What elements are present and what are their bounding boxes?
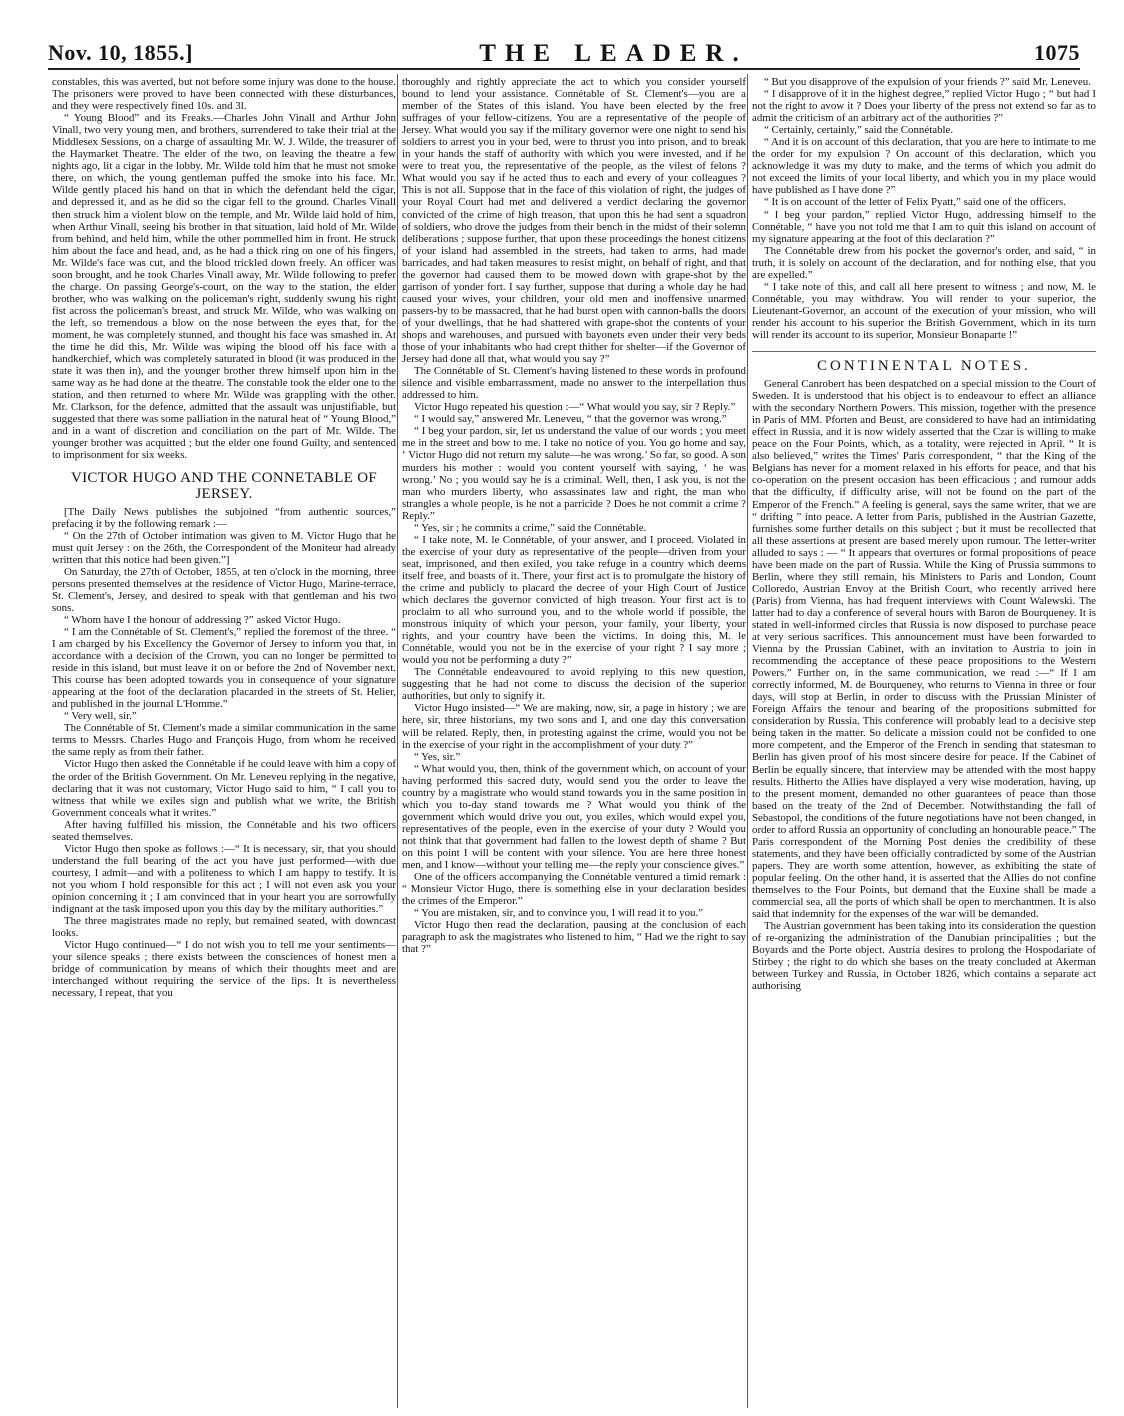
paragraph: “ But you disapprove of the expulsion of your friends ?” said Mr. Leneveu. (764, 76, 1091, 88)
paragraph: “ Yes, sir ; he commits a crime,” said the Connétable. (414, 521, 647, 534)
issue-date: Nov. 10, 1855.] (48, 40, 193, 65)
paragraph: “ Whom have I the honour of addressing ?” asked Victor Hugo. (64, 613, 341, 626)
paragraph: “ I am the Connétable of St. Clement's,” replied the foremost of the three. “ I am charged by his Excellency the Governor of Jersey to inform you that, in accordance with a decision of the Crown, you can no longer be permitted to reside in this island, but must leave it on or before the 2nd of November next. This course has been adopted towards you in consequence of your signature appearing at the foot of the declaration placarded in the streets of St. Helier, and published in the journal L'Homme.” (52, 625, 396, 711)
paragraph: The Connétable endeavoured to avoid replying to this new question, suggesting that he had not come to discuss the decision of the superior authorities, but only to signify it. (402, 666, 746, 703)
paragraph: The Austrian government has been taking into its consideration the question of re-organizing the administration of the Danubian principalities ; but the Boyards and the Porte object. Austria desires to prolong the Hospodariate of Stirbey ; the right to do which she bases on the treaty concluded at Akerman between Turkey and Russia, in October 1826, which contains a separate act authorising (752, 920, 1096, 993)
column-2 (402, 76, 746, 1406)
paragraph: Victor Hugo then read the declaration, pausing at the conclusion of each paragraph to ask the magistrates who listened to him, “ Had we the right to say that ?” (402, 919, 746, 956)
paragraph: Victor Hugo repeated his question :—“ What would you say, sir ? Reply.” (414, 401, 736, 414)
column-1 (52, 76, 396, 1406)
section-heading: VICTOR HUGO AND THE CONNETABLE OF JERSEY. (70, 469, 378, 502)
paragraph: “ On the 27th of October intimation was given to M. Victor Hugo that he must quit Jersey : on the 26th, the Correspondent of the Moniteur had already written that this notice had been given.”] (52, 529, 396, 566)
paragraph: [The Daily News publishes the subjoined “from authentic sources,” prefacing it by the following remark :— (52, 505, 396, 530)
paragraph: “ Young Blood” and its Freaks.—Charles John Vinall and Arthur John Vinall, two very young men, and brothers, surrendered to take their trial at the Middlesex Sessions, on a charge of assaulting Mr. W. J. Wilde, the treasurer of the Haymarket Theatre. The elder of the two, on leaving the theatre a few nights ago, lit a cigar in the lobby. Mr. Wilde told him that he must not smoke there, on which, the young gentleman puffed the smoke into his face. Mr. Wilde gently placed his hand on that in which the defendant held the cigar, and depressed it, and as he did so the cigar fell to the ground. Charles Vinall then struck him a violent blow on the temple, and Mr. Wilde laid hold of him, when Arthur Vinall, seeing his brother in that situation, laid hold of Mr. Wilde from behind, and held him, while the other pommelled him in front. He struck him about the face and head, and, as he had a thick ring on one of his fingers, Mr. Wilde's face was cut, and the blood trickled down freely. An officer was soon brought, and he took Charles Vinall away, Mr. Wilde following to prefer the charge. On passing George's-court, on the way to the station, the elder brother, who was walking on the policeman's right, suddenly swung his right fist across the policeman's breast, and struck Mr. Wilde, who was walking on the left, so tremendous a blow on the nose between the eyes that, for the moment, he was completely stunned, and thought his face was smashed in. At the time he did this, Mr. Wilde was wiping the blood off his face with a handkerchief, which was completely saturated in blood (it was produced in the state it was then in), and the younger brother threw himself upon him in the same way as he had done at the theatre. The constable took the elder one to the station, and then returned to where Mr. Wilde was grappling with the other. Mr. Clarkson, for the defence, admitted that the assault was unjustifiable, but suggested that there was some palliation in the natural heat of “ Young Blood,” and in a want of discretion and conciliation on the part of Mr. Wilde. The younger brother was acquitted ; but the elder one found Guilty, and sentenced to imprisonment for six weeks. (52, 112, 396, 462)
paragraph: “ Certainly, certainly,” said the Connétable. (764, 124, 954, 137)
paragraph: One of the officers accompanying the Connétable ventured a timid remark : “ Monsieur Victor Hugo, there is something else in your declaration besides the crimes of the Emperor.” (402, 871, 746, 908)
paragraph: After having fulfilled his mission, the Connétable and his two officers seated themselves. (52, 818, 396, 843)
paragraph: “ I beg your pardon,” replied Victor Hugo, addressing himself to the Connétable, “ have you not told me that I am to quit this island on account of my signature appearing at the foot of this declaration ?” (752, 208, 1096, 245)
column-divider (397, 74, 398, 1408)
section-heading: CONTINENTAL NOTES. (752, 351, 1096, 374)
paragraph: “ You are mistaken, sir, and to convince you, I will read it to you.” (414, 907, 704, 920)
paragraph: constables, this was averted, but not before some injury was done to the house. The prisoners were proved to have been connected with these disturbances, and they were respectively fined 10s. and 3l. (52, 76, 396, 113)
paragraph: “ It is on account of the letter of Felix Pyatt,” said one of the officers. (764, 196, 1066, 209)
paragraph: General Canrobert has been despatched on a special mission to the Court of Sweden. It is understood that his object is to endeavour to effect an alliance with the secondary Northern Powers. This mission, together with the presence in Paris of MM. Pforten and Beust, are considered to have had an intimidating effect in Russia, and it is now widely asserted that the Czar is willing to make peace on the Four Points, which, as a totality, were rejected in April. “ It is also believed,” writes the Times' Paris correspondent, “ that the King of the Belgians has never for a moment relaxed in his efforts for peace, and that his co-operation on the present occasion has been efficacious ; and rumour adds that the difficulty, if difficulty arise, will not be found on the part of the Emperor of the French.” A feeling is general, says the same writer, that we are “ drifting ” into peace. A letter from Paris, published in the Austrian Gazette, furnishes some further details on this subject ; but it must be recollected that all these assertions at present are based merely upon rumour. The letter-writer alluded to says : — “ It appears that overtures or formal propositions of peace have been made on the part of Russia. While the King of Prussia summons to Berlin, where they still remain, his Ministers to Paris and London, Count Colloredo, Austrian Envoy at the British Court, who recently arrived here (Paris) from Vienna, has had frequent interviews with Count Walewski. The latter had to day a conference of several hours with Baron de Bourqueney. It is stated in well-informed circles that Russia is now disposed to purchase peace at very serious sacrifices. This announcement must have been forwarded to Vienna by the Prussian Cabinet, with an invitation to Austria to join in recommending the acceptance of these peace propositions to the Western Powers.” Further on, in the same communication, we read :—“ If I am correctly informed, M. de Bourqueney, who returns to Vienna in three or four days, will stop at Berlin, in order to discuss with the Prussian Minister of Foreign Affairs the tenour and bearing of the propositions submitted for consideration by Russia. This conference will probably lead to a decisive step being taken in the matter. So delicate a mission could not be confided to one more competent, and the Emperor of the French in sending that statesman to Berlin has given proof of his most sincere desire for peace. If the Cabinet of Berlin be equally sincere, that interview may be attended with the most happy results. Hitherto the Allies have displayed a very wise moderation, having, up to the present moment, demanded no other guarantees of peace than those based on the treaty of the 2nd of December. Notwithstanding the fall of Sebastopol, the conditions of the future negotiations have not been changed, in order to afford Russia an opportunity of concluding an honourable peace.” The Paris correspondent of the Morning Post denies the credibility of these statements, and they have been officially contradicted by some of the Austrian papers. They are worth some attention, however, as exhibiting the state of popular feeling. On the other hand, it is asserted that the Allies do not confine themselves to the Four Points, but demand that the Euxine shall be made a commercial sea, all the ports of which shall be open to merchantmen. It is also said that indemnity for the expenses of the war will be demanded. (752, 378, 1096, 921)
paragraph: Victor Hugo then spoke as follows :—“ It is necessary, sir, that you should understand the full bearing of the act you have just performed—with due courtesy, I admit—and with a politeness to which I am happy to testify. It is not you whom I hold responsible for this act ; I will not even ask you your opinion concerning it ; I am convinced that in your heart you are sorrowfully indignant at the task imposed upon you this day by the military authorities.” (52, 842, 396, 916)
column-divider (747, 74, 748, 1408)
paragraph: thoroughly and rightly appreciate the act to which you consider yourself bound to lend your assistance. Connétable of St. Clement's—you are a member of the States of this island. You have been elected by the free suffrages of your fellow-citizens. You are a representative of the people of Jersey. What would you say if the military governor were one night to send his soldiers to arrest you in your bed, were to thrust you into prison, and to break in your hands the staff of authority with which you were invested, and if he were to treat you, the representative of the people, as the vilest of felons ? What would you say if he acted thus to each and every of your colleagues ? This is not all. Suppose that in the face of this violation of right, the judges of your Royal Court had met and delivered a verdict declaring the governor convicted of the crime of high treason, that upon this he had sent a squadron of soldiers, who drove the judges from their bench in the midst of their solemn deliberations ; suppose further, that upon these proceedings the honest citizens of your island had assembled in the streets, had taken to arms, had made barricades, and had taken measures to resist might, on behalf of right, and that the governor had caused them to be mowed down with grape-shot by the garrison of yonder fort. I say further, suppose that during a whole day he had caused your wives, your children, your old men and inoffensive unarmed passers-by to be massacred, that he had burst open with cannon-balls the doors of your dwellings, that he had shattered with grape-shot the contents of your shops and warehouses, and pursued with bayonets even under their very beds those of your inhabitants who had crept thither for shelter—if the Governor of Jersey had done all that, what would you say ?” (402, 76, 746, 366)
masthead: THE LEADER. (479, 40, 748, 67)
paragraph: On Saturday, the 27th of October, 1855, at ten o'clock in the morning, three persons presented themselves at the residence of Victor Hugo, Marine-terrace, St. Clement's, Jersey, and desired to speak with that gentleman and his two sons. (52, 565, 396, 614)
paragraph: “ I would say,” answered Mr. Leneveu, “ that the governor was wrong.” (414, 413, 727, 426)
paragraph: “ And it is on account of this declaration, that you are here to intimate to me the order for my expulsion ? On account of this declaration, which you acknowledge it was my duty to make, and the terms of which you admit do not exceed the limits of your local liberty, and which you in my place would have published as I have done ?” (752, 136, 1096, 197)
page-header (48, 36, 1080, 70)
paragraph: “ Yes, sir.” (414, 750, 461, 763)
paragraph: The Connétable drew from his pocket the governor's order, and said, “ in truth, it is solely on account of the declaration, and for nothing else, that you are expelled.” (752, 244, 1096, 281)
paragraph: The Connétable of St. Clement's made a similar communication in the same terms to Messrs. Charles Hugo and François Hugo, from whom he received the same reply as from their father. (52, 722, 396, 759)
paragraph: “ What would you, then, think of the government which, on account of your having performed this sacred duty, would send you the order to leave the country by a magistrate who would stand towards you in the same position in which you to-day stand towards me ? What would you think of the government which would drive you out, you exiles, which would expel you, representatives of the people, even in the exercise of your duty ? Would you not think that that government had fallen to the lowest depth of shame ? But on this point I will be content with your silence. You are here three honest men, and I know—without your telling me—the reply your conscience gives.” (402, 762, 746, 872)
paragraph: “ Very well, sir.” (64, 710, 137, 723)
paragraph: “ I take note, M. le Connétable, of your answer, and I proceed. Violated in the exercise of your duty as representative of the people—driven from your seat, imprisoned, and then exiled, you take refuge in a country which deems itself free, and boasts of it. There, your first act is to promulgate the history of the crime and publicly to placard the decree of your High Court of Justice which declares the governor convicted of high treason. Your first act is to proclaim to all who surround you, and to the whole world if possible, the monstrous iniquity of which your person, your family, your liberty, your rights, and your country have been the victims. In doing this, M. le Connétable, would you not be in the exercise of your right ? I say more ; would you not be performing a duty ?” (402, 533, 746, 667)
paragraph: The three magistrates made no reply, but remained seated, with downcast looks. (52, 915, 396, 940)
paragraph: “ I beg your pardon, sir, let us understand the value of our words ; you meet me in the street and bow to me. I take no notice of you. You go home and say, ‘ Victor Hugo did not return my salute—he was wrong.’ So far, so good. A son murders his mother : would you content yourself with saying, ‘ he was wrong.’ No ; you would say he is a criminal. Well, then, I ask you, is not the man who murders liberty, who assassinates law and right, the man who strangles a whole people, is he not a parricide ? Does he not commit a crime ? Reply.” (402, 425, 746, 522)
paragraph: Victor Hugo continued—“ I do not wish you to tell me your sentiments—your silence speaks ; there exists between the consciences of honest men a bridge of communication by means of which their thoughts meet and are interchanged without requiring the service of the lips. It is nevertheless necessary, I repeat, that you (52, 939, 396, 1000)
paragraph: The Connétable of St. Clement's having listened to these words in profound silence and visible embarrassment, made no answer to the interpellation thus addressed to him. (402, 365, 746, 402)
column-3 (752, 76, 1096, 1406)
paragraph: “ I take note of this, and call all here present to witness ; and now, M. le Connétable, you may withdraw. You will render to your superior, the Lieutenant-Governor, an account of the execution of your mission, who will render his account to his superior the British Government, which in its turn will render its account to its superior, Monsieur Bonaparte !” (752, 280, 1096, 341)
paragraph: “ I disapprove of it in the highest degree,” replied Victor Hugo ; “ but had I not the right to avow it ? Does your liberty of the press not extend so far as to admit the criticism of an arbitrary act of the authorities ?” (752, 88, 1096, 125)
page-number: 1075 (1033, 40, 1080, 65)
paragraph: Victor Hugo then asked the Connétable if he could leave with him a copy of the order of the British Government. On Mr. Leneveu replying in the negative, declaring that it was not customary, Victor Hugo said to him, “ I call you to witness that while we exiles sign and publish what we write, the British Government conceals what it writes.” (52, 758, 396, 819)
paragraph: Victor Hugo insisted—“ We are making, now, sir, a page in history ; we are here, sir, three historians, my two sons and I, and one day this conversation will be related. Reply, then, in protesting against the crime, would you not be in the exercise of your right in the accomplishment of your duty ?” (402, 702, 746, 751)
